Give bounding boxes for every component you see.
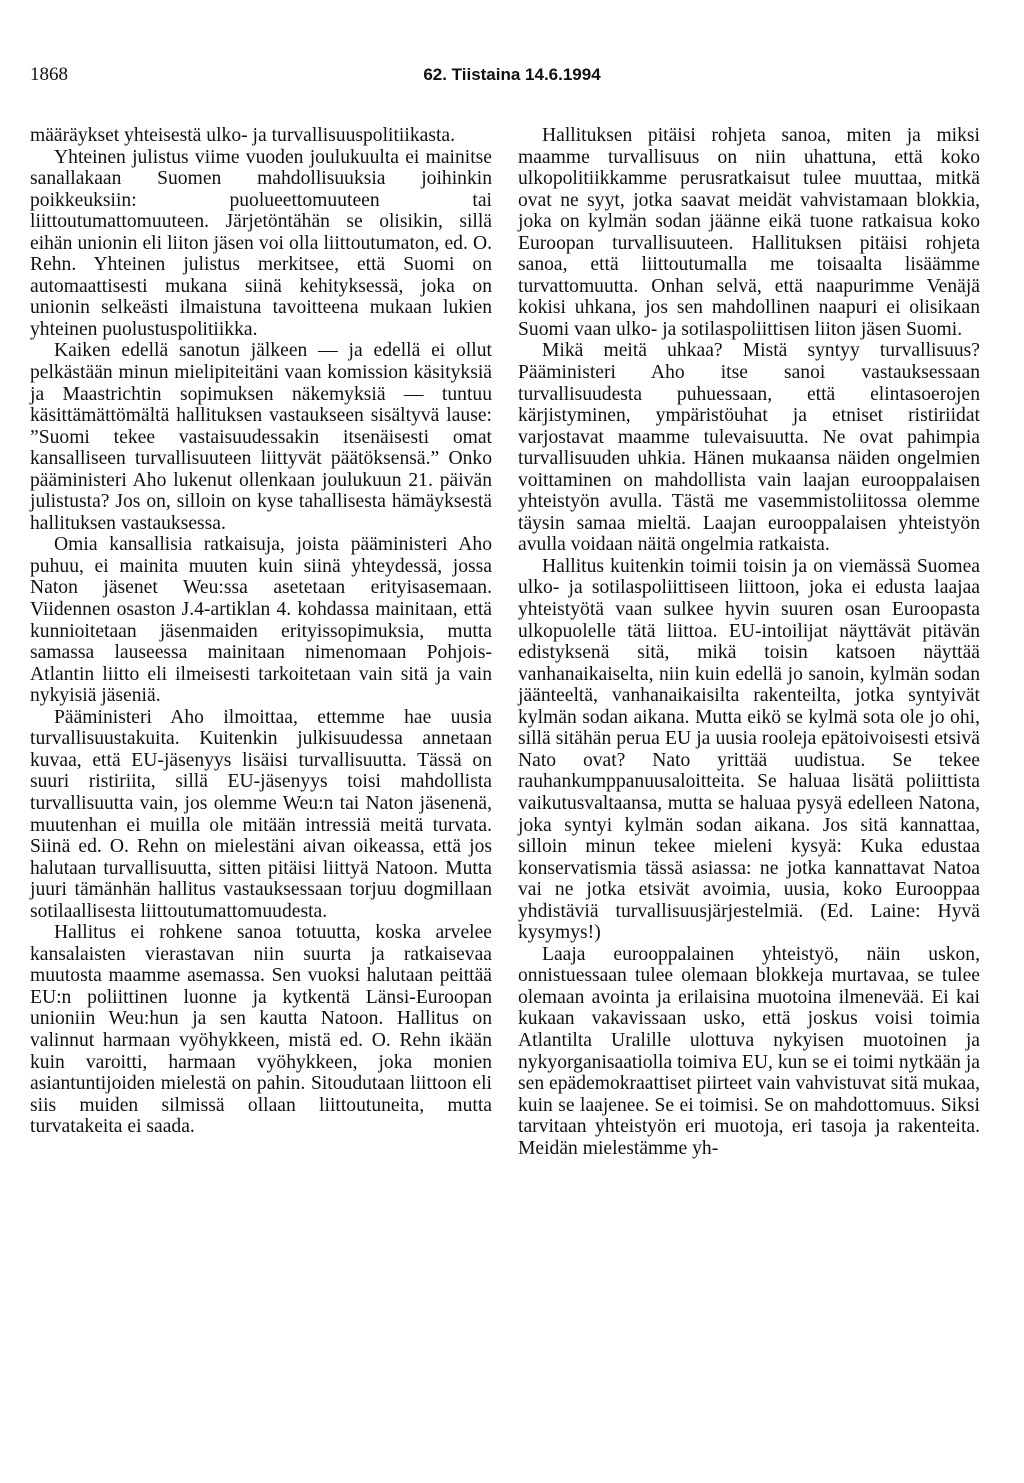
paragraph: Kaiken edellä sanotun jälkeen — ja edellä ei ollut pelkästään minun mielipiteitäni vaan komission käsityksiä ja Maastrichtin sopimuksen näkemyksiä — tuntuu käsittämättömältä hallituksen vastaukseen sisältyvä lause: ”Suomi tekee vastaisuudessakin itsenäisesti omat kansalliseen turvallisuuteen liittyvät päätöksensä.” Onko pääministeri Aho lukenut ollenkaan joulukuun 21. päivän julistusta? Jos on, silloin on kyse tahallisesta hämäyksestä hallituksen vastauksessa. [30, 340, 492, 534]
session-date: 62. Tiistaina 14.6.1994 [423, 65, 601, 84]
page-number: 1868 [30, 64, 68, 85]
right-column [518, 125, 980, 1159]
paragraph: määräykset yhteisestä ulko- ja turvallisuuspolitiikasta. [30, 125, 455, 146]
page-header [30, 64, 994, 90]
paragraph: Mikä meitä uhkaa? Mistä syntyy turvallisuus? Pääministeri Aho itse sanoi vastauksessaan turvallisuudesta puhuessaan, että elintasoerojen kärjistyminen, ympäristöuhat ja etniset ristiriidat varjostavat maamme tulevaisuutta. Ne ovat pahimpia turvallisuuden uhkia. Hänen mukaansa näiden ongelmien voittaminen on mahdollista vain laajan eurooppalaisen yhteistyön avulla. Tästä me vasemmistoliitossa olemme täysin samaa mieltä. Laajan eurooppalaisen yhteistyön avulla voidaan näitä ongelmia ratkaista. [518, 340, 980, 556]
paragraph: Pääministeri Aho ilmoittaa, ettemme hae uusia turvallisuustakuita. Kuitenkin julkisuudessa annetaan kuvaa, että EU-jäsenyys lisäisi turvallisuutta. Tässä on suuri ristiriita, sillä EU-jäsenyys toisi mahdollista turvallisuutta vain, jos olemme Weu:n tai Naton jäsenenä, muutenhan ei muilla ole mitään intressiä meitä turvata. Siinä ed. O. Rehn on mielestäni aivan oikeassa, että jos halutaan turvallisuutta, sitten pitäisi liittyä Natoon. Mutta juuri tämänhän hallitus vastauksessaan torjuu dogmillaan sotilaallisesta liittoutumattomuudesta. [30, 706, 492, 922]
paragraph: Hallituksen pitäisi rohjeta sanoa, miten ja miksi maamme turvallisuus on niin uhattuna, että koko ulkopolitiikkamme perusratkaisut tulee muuttaa, mitkä ovat ne syyt, jotka saavat meidät vahvistamaan blokkia, joka on kylmän sodan jäänne eikä tuone ratkaisua koko Euroopan turvallisuuteen. Hallituksen pitäisi rohjeta sanoa, että liittoutumalla me toisaalta lisäämme turvattomuutta. Onhan selvä, että naapurimme Venäjä kokisi uhkana, jos sen mahdollinen naapuri ei olisikaan Suomi vaan ulko- ja sotilaspoliittisen liiton jäsen Suomi. [518, 125, 980, 340]
paragraph: Yhteinen julistus viime vuoden joulukuulta ei mainitse sanallakaan Suomen mahdollisuuksia joihinkin poikkeuksiin: puolueettomuuteen tai liittoutumattomuuteen. Järjetöntähän se olisikin, sillä eihän unionin eli liiton jäsen voi olla liittoutumaton, ed. O. Rehn. Yhteinen julistus merkitsee, että Suomi on automaattisesti mukana siinä kehityksessä, joka on unionin selkeästi ilmaistuna tavoitteena mukaan lukien yhteinen puolustuspolitiikka. [30, 146, 492, 340]
paragraph: Hallitus kuitenkin toimii toisin ja on viemässä Suomea ulko- ja sotilaspoliittiseen liittoon, joka ei edusta laajaa yhteistyötä vaan sulkee hyvin suuren osan Euroopasta ulkopuolelle tätä liittoa. EU-intoilijat näyttävät pitävän edistyksenä sitä, mikä toisin katsoen näyttää vanhanaikaiselta, niin kuin edellä jo sanoin, kylmän sodan jäänteeltä, vanhanaikaisilta rakenteilta, jotka syntyivät kylmän sodan aikana. Mutta eikö se kylmä sota ole jo ohi, sillä sitähän perua EU ja uusia rooleja epätoivoisesti etsivä Nato ovat? Nato yrittää uudistua. Se tekee rauhankumppanuusaloitteita. Se haluaa lisätä poliittista vaikutusvaltaansa, mutta se haluaa pysyä edelleen Natona, joka syntyi kylmän sodan aikana. Jos sitä kannattaa, silloin minun tekee mieleni kysyä: Kuka edustaa konservatismia tässä asiassa: ne jotka kannattavat Natoa vai ne jotka etsivät avoimia, uusia, koko Eurooppaa yhdistäviä turvallisuusjärjestelmiä. (Ed. Laine: Hyvä kysymys!) [518, 555, 980, 944]
paragraph: Laaja eurooppalainen yhteistyö, näin uskon, onnistuessaan tulee olemaan blokkeja murtavaa, se tulee olemaan avointa ja erilaisina muotoina ilmenevää. Ei kai kukaan vakavissaan usko, että joskus voisi toimia Atlantilta Uralille ulottuva nykyisen muotoinen ja nykyorganisaatiolla toimiva EU, kun se ei toimi nytkään ja sen epädemokraattiset piirteet vain vahvistuvat sitä mukaa, kuin se laajenee. Se ei toimisi. Se on mahdottomuus. Siksi tarvitaan yhteistyön eri muotoja, eri tasoja ja rakenteita. Meidän mielestämme yh- [518, 943, 980, 1159]
paragraph: Hallitus ei rohkene sanoa totuutta, koska arvelee kansalaisten vierastavan niin suurta ja ratkaisevaa muutosta maamme asemassa. Sen vuoksi halutaan peittää EU:n poliittinen luonne ja kytkentä Länsi-Euroopan unioniin Weu:hun ja sen kautta Natoon. Hallitus on valinnut harmaan vyöhykkeen, mistä ed. O. Rehn ikään kuin varoitti, harmaan vyöhykkeen, joka monien asiantuntijoiden mielestä on pahin. Sitoudutaan liittoon eli siis muiden silmissä ollaan liittoutuneita, mutta turvatakeita ei saada. [30, 922, 492, 1138]
paragraph: Omia kansallisia ratkaisuja, joista pääministeri Aho puhuu, ei mainita muuten kuin siinä yhteydessä, jossa Naton jäsenet Weu:ssa asetetaan erityisasemaan. Viidennen osaston J.4-artiklan 4. kohdassa mainitaan, että kunnioitetaan jäsenmaiden erityissopimuksia, mutta samassa lauseessa mainitaan nimenomaan Pohjois-Atlantin liitto eli ilmeisesti tarkoitetaan vain sitä ja vain nykyisiä jäseniä. [30, 534, 492, 707]
left-column [30, 125, 492, 1138]
